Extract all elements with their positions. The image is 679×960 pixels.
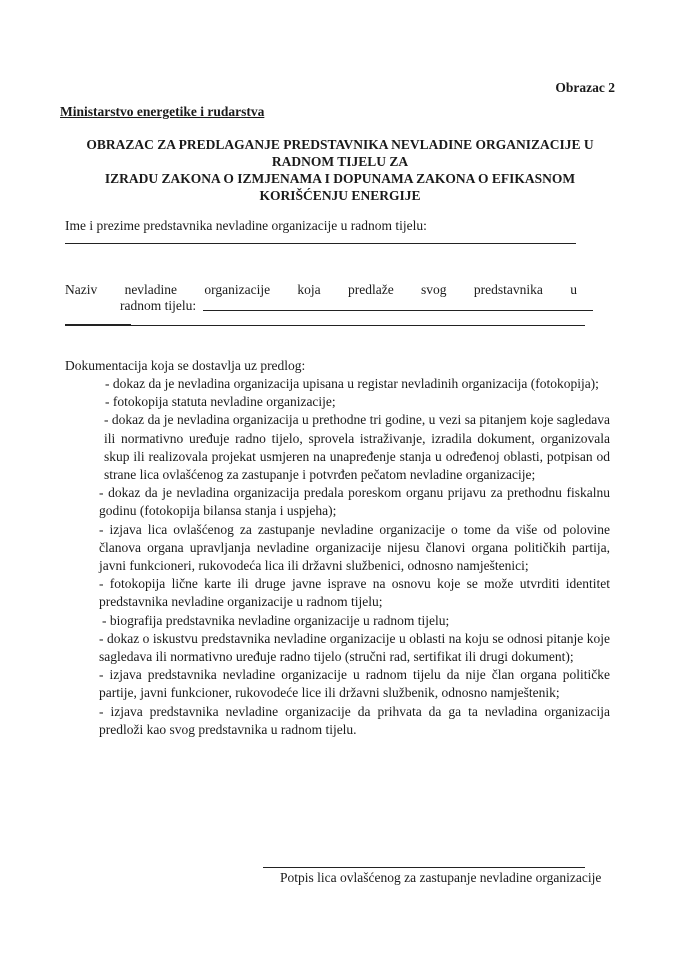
organization-label: [65, 282, 577, 298]
label-word: nevladine: [124, 282, 178, 297]
ministry-name: Ministarstvo energetike i rudarstva: [60, 104, 265, 119]
title-line: OBRAZAC ZA PREDLAGANJE PREDSTAVNIKA NEVLADINE ORGANIZACIJE U: [86, 137, 594, 152]
label-word: svog: [421, 282, 447, 297]
representative-name-label: Ime i prezime predstavnika nevladine organizacije u radnom tijelu:: [65, 218, 427, 233]
label-word: predlaže: [348, 282, 394, 297]
document-title: [60, 136, 620, 204]
signature-label: Potpis lica ovlašćenog za zastupanje nevladine organizacije: [280, 870, 602, 885]
list-item: - biografija predstavnika nevladine organizacije u radnom tijelu;: [102, 612, 450, 628]
documentation-list: [65, 375, 610, 739]
list-item: - izjava lica ovlašćenog za zastupanje nevladine organizacije o tome da više od polovine članova organa upravljanja nevladine organizacije nijesu članovi organa političkih partija, javni funkcioneri, rukovodeća lica ili državni službenici, odnosno namještenici;: [99, 521, 610, 574]
list-item: - dokaz o iskustvu predstavnika nevladine organizacije u oblasti na koju se odnosi pitanje koje sagledava ili normativno uređuje radno tijelo (stručni rad, sertifikat ili drugi dokument);: [99, 630, 610, 665]
organization-name-field-line2[interactable]: [65, 325, 585, 326]
organization-name-field[interactable]: [203, 310, 593, 311]
list-item: - fotokopija statuta nevladine organizacije;: [105, 394, 336, 410]
list-item: - dokaz da je nevladina organizacija u prethodne tri godine, u vezi sa pitanjem koje sagledava ili normativno uređuje radno tijelo, sprovela istraživanje, izradila dokument, organizovala skup ili realizovala projekat usmjeren na unapređenje stanja u određenoj oblasti, potpisan od strane lica ovlašćenog za zastupanje i potvrđen pečatom nevladine organizacije;: [104, 412, 610, 483]
label-word: Naziv: [65, 282, 98, 297]
title-line: RADNOM TIJELU ZA: [271, 154, 409, 169]
label-word: u: [570, 282, 577, 297]
list-item: - dokaz da je nevladina organizacija upisana u registar nevladinih organizacija (fotokopija);: [105, 376, 599, 391]
representative-name-field[interactable]: [65, 243, 576, 244]
signature-field[interactable]: [263, 867, 585, 868]
list-item: - dokaz da je nevladina organizacija predala poreskom organu prijavu za prethodnu fiskalnu godinu (fotokopija bilansa stanja i uspjeha);: [99, 485, 610, 519]
field-underline-accent: [65, 324, 131, 326]
organization-label-cont: radnom tijelu:: [120, 298, 197, 313]
label-word: koja: [297, 282, 321, 297]
list-item: - fotokopija lične karte ili druge javne isprave na osnovu koje se može utvrditi identitet predstavnika nevladine organizacije u radnom tijelu;: [99, 576, 610, 610]
label-word: organizacije: [204, 282, 271, 297]
title-line: KORIŠĆENJU ENERGIJE: [259, 188, 421, 203]
list-item: - izjava predstavnika nevladine organizacije da prihvata da ga ta nevladina organizacija predloži kao svog predstavnika u radnom tijelu.: [99, 703, 610, 737]
documentation-heading: Dokumentacija koja se dostavlja uz predlog:: [65, 358, 306, 373]
list-item: - izjava predstavnika nevladine organizacije u radnom tijelu da nije član organa političke partije, javni funkcioner, rukovodeće lice ili državni službenik, odnosno namještenik;: [99, 667, 610, 701]
title-line: IZRADU ZAKONA O IZMJENAMA I DOPUNAMA ZAKONA O EFIKASNOM: [104, 171, 576, 186]
label-word: predstavnika: [473, 282, 543, 297]
form-number: Obrazac 2: [555, 80, 615, 95]
